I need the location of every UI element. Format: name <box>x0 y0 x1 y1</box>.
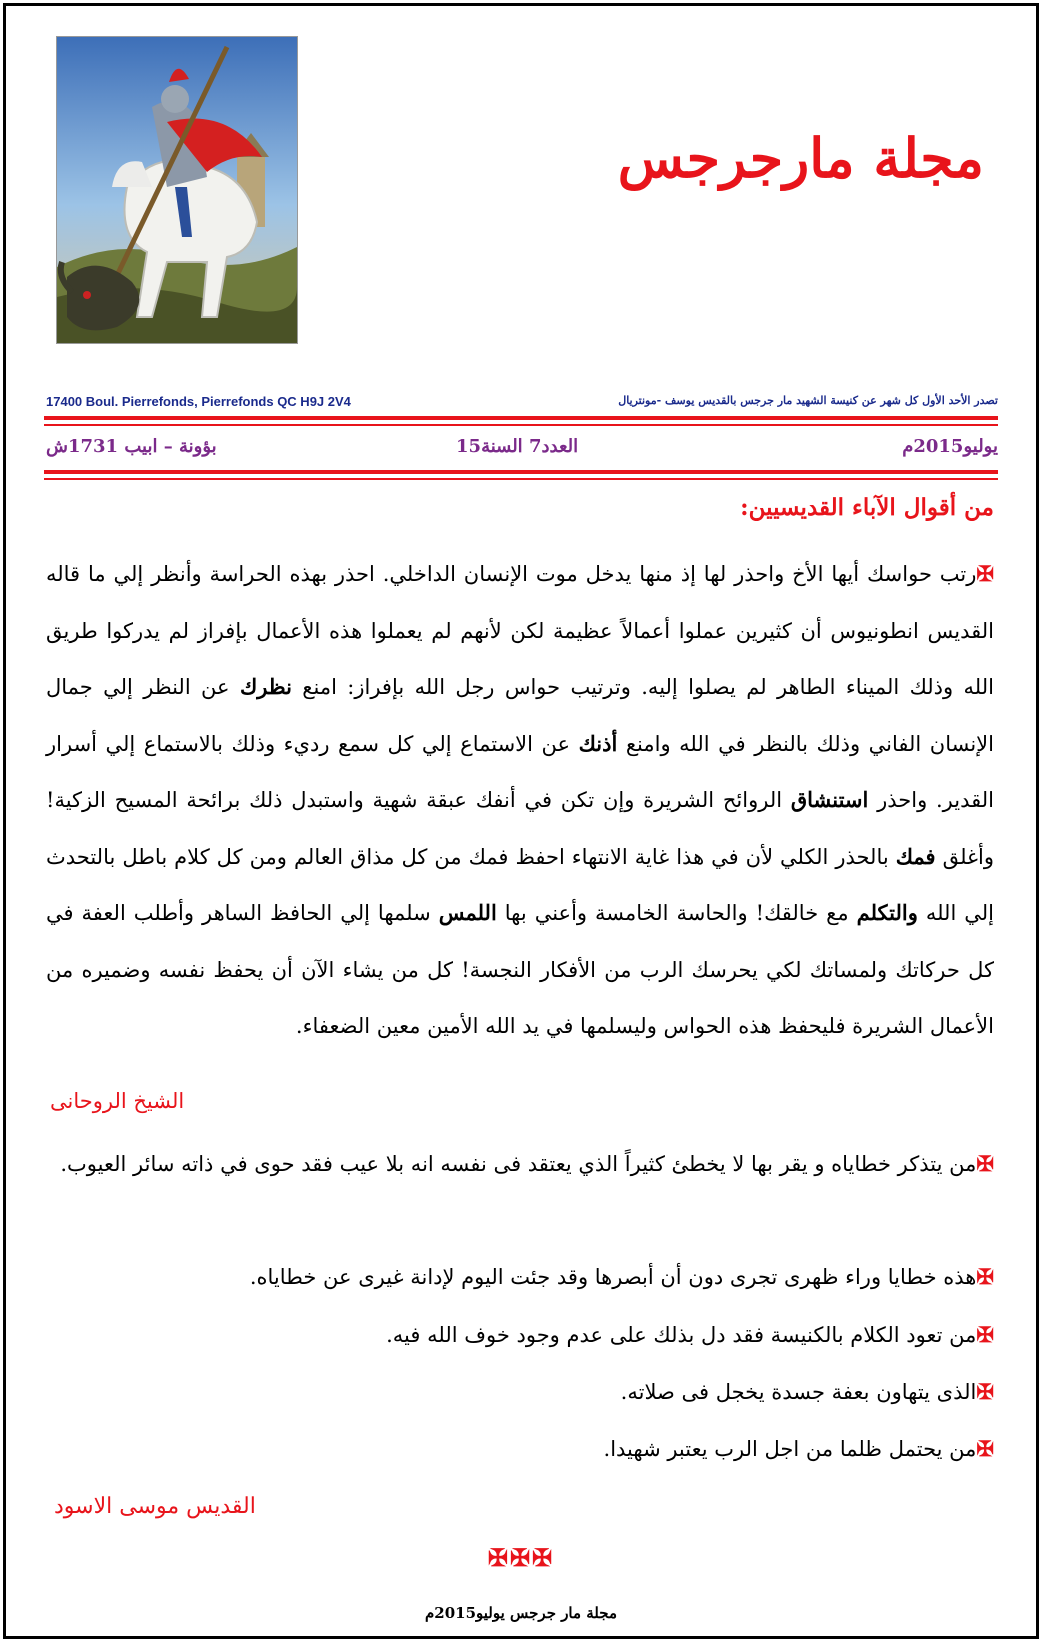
section-title: من أقوال الآباء القديسيين: <box>740 494 994 521</box>
coptic-date: بؤونة – ابيب 1731ش <box>46 436 217 457</box>
magazine-page <box>3 3 1039 1639</box>
cross-icon: ✠ <box>976 1264 994 1289</box>
triple-cross-ornament: ✠✠✠ <box>487 1543 555 1572</box>
saying-4: ✠الذى يتهاون بعفة جسدة يخجل فى صلاته. <box>620 1379 994 1404</box>
saying-3: ✠من تعود الكلام بالكنيسة فقد دل بذلك على عدم وجود خوف الله فيه. <box>386 1322 994 1347</box>
church-address: 17400 Boul. Pierrefonds, Pierrefonds QC H9J 2V4 <box>46 394 351 409</box>
cross-icon: ✠ <box>976 1436 994 1461</box>
issue-row <box>46 436 998 462</box>
divider-top-thin <box>44 424 998 426</box>
issue-number: العدد7 السنة15 <box>456 436 579 457</box>
page-footer: مجلة مار جرجس يوليو2015م <box>424 1604 617 1622</box>
saint-george-icon <box>56 36 298 344</box>
main-paragraph: ✠رتب حواسك أيها الأخ واحذر لها إذ منها يدخل موت الإنسان الداخلي. احذر بهذه الحراسة وأنظر إلي ما قاله القديس انطونيوس أن كثيرين عملوا أعمالاً عظيمة لكن لأنهم لم يعملوا هذه الأعمال بإفراز لم يدركوا طريق الله وذلك الميناء الطاهر لم يصلوا إليه. وترتيب حواس رجل الله بإفراز: امنع نظرك عن النظر إلي جمال الإنسان الفاني وذلك بالنظر في الله وامنع أذنك عن الاستماع إلي كل سمع رديء وذلك بالاستماع إلي أسرار القدير. واحذر استنشاق الروائح الشريرة وإن تكن في أنفك عبقة شهية واستبدل ذلك برائحة المسيح الزكية! وأغلق فمك بالحذر الكلي لأن في هذا غاية الانتهاء احفظ فمك من كل مذاق العالم ومن كل كلام باطل بالتحدث إلي الله والتكلم مع خالقك! والحاسة الخامسة وأعني بها اللمس سلمها إلي الحافظ الساهر وأطلب العفة في كل حركاتك ولمساتك لكي يحرسك الرب من الأفكار النجسة! كل من يشاء الآن أن يحفظ نفسه وضميره من الأعمال الشريرة فليحفظ هذه الحواس وليسلمها في يد الله الأمين معين الضعفاء. <box>46 561 995 1038</box>
divider-bottom-thin <box>44 478 998 480</box>
cross-icon: ✠ <box>976 1322 994 1347</box>
magazine-title: مجلة مارجرجس <box>617 126 984 190</box>
saying-5: ✠من يحتمل ظلما من اجل الرب يعتبر شهيدا. <box>603 1436 994 1461</box>
saying-2: ✠هذه خطايا وراء ظهرى تجرى دون أن أبصرها وقد جئت اليوم لإدانة غيرى عن خطاياه. <box>249 1264 994 1289</box>
cross-icon: ✠ <box>976 561 994 586</box>
saying-1: ✠من يتذكر خطاياه و يقر بها لا يخطئ كثيراً الذي يعتقد فى نفسه انه بلا عيب فقد حوى في ذاته سائر العيوب. <box>60 1151 994 1176</box>
gregorian-date: يوليو2015م <box>902 436 998 457</box>
publication-note: تصدر الأحد الأول كل شهر عن كنيسة الشهيد مار جرجس بالقديس يوسف -مونتريال <box>618 394 998 407</box>
divider-bottom <box>44 470 998 474</box>
signature-elder: الشيخ الروحانى <box>50 1089 185 1113</box>
cross-icon: ✠ <box>976 1151 994 1176</box>
signature-moses: القديس موسى الاسود <box>54 1494 256 1519</box>
divider-top <box>44 416 998 420</box>
info-row <box>46 394 998 412</box>
cross-icon: ✠ <box>976 1379 994 1404</box>
